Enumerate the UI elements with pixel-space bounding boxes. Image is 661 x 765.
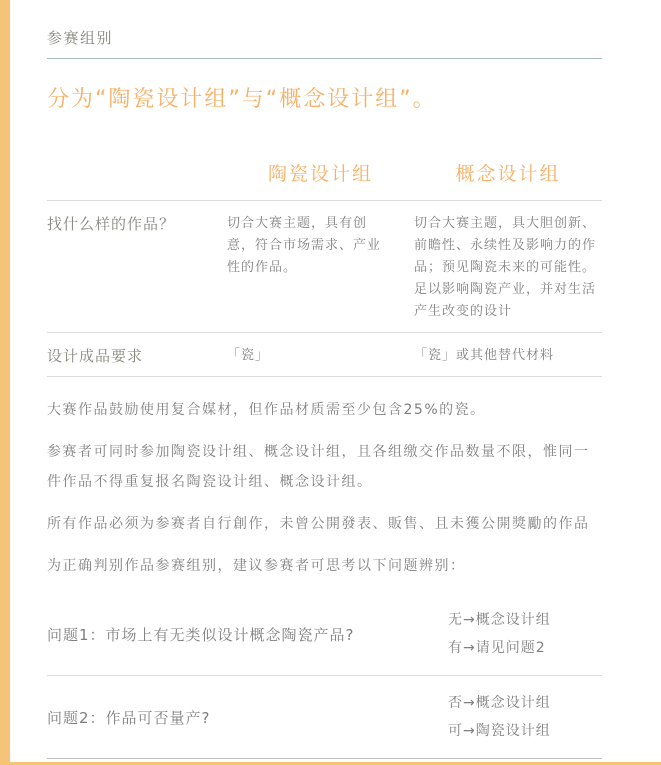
column-header-concept: 概念设计组 <box>455 163 561 185</box>
cell-concept: 切合大赛主题，具大胆创新、前瞻性、永续性及影响力的作品；预见陶瓷未来的可能性。足以影响陶瓷产业，并对生活产生改变的设计 <box>414 216 597 319</box>
groups-table <box>47 139 602 377</box>
question-text: 问题1：市场上有无类似设计概念陶瓷产品? <box>47 625 355 644</box>
answer-line: 否→概念设计组 <box>448 695 551 711</box>
row-label: 设计成品要求 <box>47 347 144 365</box>
section-title: 参赛组别 <box>47 29 114 47</box>
question-text: 问题2：作品可否量产? <box>47 708 211 727</box>
answer-line: 有→请见问题2 <box>448 640 546 656</box>
page-heading: 分为“陶瓷设计组”与“概念设计组”。 <box>47 87 437 112</box>
header-spacer <box>47 159 227 186</box>
cell-concept: 「瓷」或其他替代材料 <box>414 348 555 363</box>
column-header-ceramic: 陶瓷设计组 <box>267 163 373 185</box>
left-accent-bar <box>0 0 10 765</box>
question-row-2 <box>47 676 602 759</box>
question-answers <box>448 606 602 662</box>
paragraph: 所有作品必须为参赛者自行創作，未曾公開發表、販售、且未獲公開獎勵的作品 <box>47 516 590 532</box>
page-content <box>47 0 602 759</box>
cell-ceramic: 「瓷」 <box>227 348 270 363</box>
row-label: 找什么样的作品？ <box>47 215 176 233</box>
table-row-material <box>47 333 602 377</box>
table-header-row <box>47 139 602 201</box>
question-answers <box>448 689 602 745</box>
answer-line: 可→陶瓷设计组 <box>448 723 551 739</box>
question-row-1 <box>47 593 602 676</box>
section-divider <box>47 58 602 59</box>
cell-ceramic: 切合大赛主题，具有创意，符合市场需求、产业性的作品。 <box>227 216 382 275</box>
table-row-criteria <box>47 201 602 333</box>
paragraph: 大赛作品鼓励使用复合媒材，但作品材质需至少包含25%的瓷。 <box>47 402 486 418</box>
rules-paragraphs <box>47 395 602 581</box>
paragraph: 参赛者可同时参加陶瓷设计组、概念设计组，且各组缴交作品数量不限，惟同一件作品不得重复报名陶瓷设计组、概念设计组。 <box>47 444 590 490</box>
paragraph: 为正确判别作品参赛组别，建议参赛者可思考以下问题辨别： <box>47 558 466 574</box>
answer-line: 无→概念设计组 <box>448 612 551 628</box>
